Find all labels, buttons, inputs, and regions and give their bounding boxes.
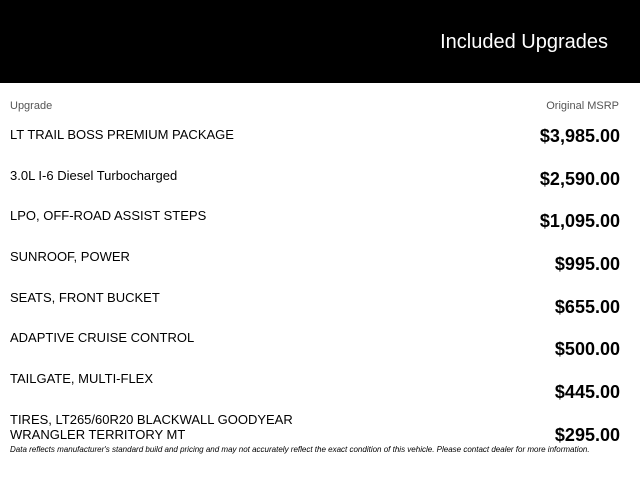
upgrade-price: $295.00	[554, 424, 620, 445]
list-item	[0, 208, 640, 249]
disclaimer-text: Data reflects manufacturer's standard build and pricing and may not accurately reflect the exact condition of this vehicle. Please contact dealer for more information.	[10, 445, 590, 454]
column-headers	[0, 99, 640, 113]
list-item	[0, 168, 640, 209]
list-item	[0, 371, 640, 412]
upgrade-price: $995.00	[554, 254, 620, 275]
upgrade-price: $445.00	[554, 382, 620, 403]
list-item	[0, 127, 640, 168]
upgrade-price: $3,985.00	[539, 126, 620, 146]
list-item	[0, 290, 640, 331]
upgrade-name: LT TRAIL BOSS PREMIUM PACKAGE	[10, 127, 234, 142]
upgrade-price: $1,095.00	[539, 211, 620, 232]
header-bar	[0, 0, 640, 83]
upgrade-name: ADAPTIVE CRUISE CONTROL	[10, 330, 195, 346]
upgrade-name: TAILGATE, MULTI-FLEX	[10, 371, 154, 387]
upgrade-list	[0, 127, 640, 453]
upgrade-price: $655.00	[554, 296, 620, 317]
upgrade-name: 3.0L I-6 Diesel Turbocharged	[10, 167, 178, 183]
list-item	[0, 330, 640, 371]
upgrade-name: SUNROOF, POWER	[10, 249, 130, 265]
column-header-msrp: Original MSRP	[546, 100, 619, 112]
upgrade-price: $2,590.00	[539, 168, 620, 189]
upgrade-price: $500.00	[554, 339, 620, 360]
upgrade-name: TIRES, LT265/60R20 BLACKWALL GOODYEAR WRANGLER TERRITORY MT	[10, 411, 293, 442]
list-item	[0, 249, 640, 290]
column-header-upgrade: Upgrade	[10, 100, 53, 112]
upgrade-name: LPO, OFF-ROAD ASSIST STEPS	[10, 208, 207, 224]
upgrade-name: SEATS, FRONT BUCKET	[10, 289, 160, 305]
page-title: Included Upgrades	[440, 31, 608, 53]
